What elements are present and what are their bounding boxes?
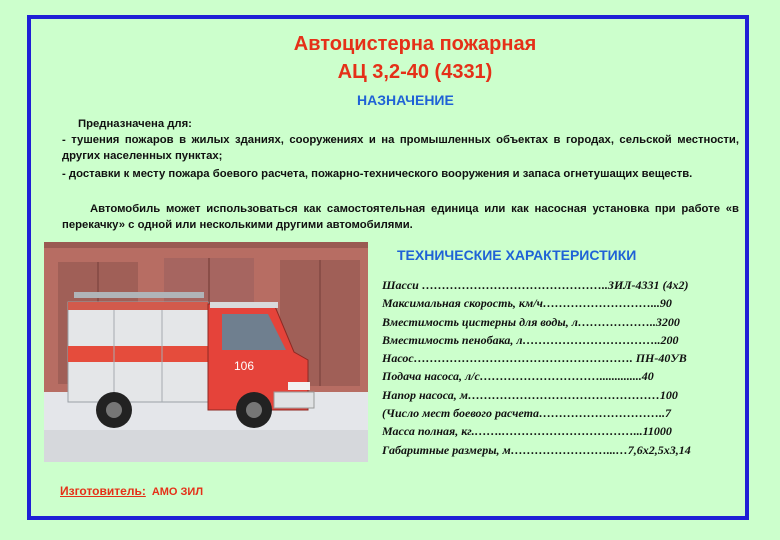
specs-list [382,276,752,459]
spec-line: Подача насоса, л/с…………………………..............40 [382,369,654,384]
title-line-2: АЦ 3,2-40 (4331) [337,61,493,83]
purpose-usage: Автомобиль может использоваться как самостоятельная единица или как насосная установка при работе «в перекачку» с одной или несколькими другими автомобилями. [62,203,739,231]
spec-line: Напор насоса, м…………………………………………100 [382,387,678,402]
spec-line: Шасси ………………………………………..ЗИЛ-4331 (4х2) [382,278,689,292]
spec-line: Максимальная скорость, км/ч………………………...90 [382,296,672,311]
spec-line: Масса полная, кг.…….……………………………...11000 [382,424,672,439]
title-line-1: Автоцистерна пожарная [293,33,537,55]
manufacturer-label: Изготовитель: [60,484,146,498]
manufacturer-value: АМО ЗИЛ [151,486,204,498]
purpose-intro: Предназначена для: [78,118,192,130]
truck-number: 106 [234,359,255,373]
fire-truck-photo [44,242,368,462]
specs-heading: ТЕХНИЧЕСКИЕ ХАРАКТЕРИСТИКИ [397,247,637,263]
purpose-bullet-2: - доставки к месту пожара боевого расчета, пожарно-технического вооружения и запаса огнетушащих веществ. [62,168,693,180]
spec-line: Насос………………………………………………. ПН-40УВ [382,351,687,366]
spec-line: Габаритные размеры, м……………………...…7,6х2,5х3,14 [382,442,691,457]
purpose-bullet-1: - тушения пожаров в жилых зданиях, сооружениях и на промышленных объектах в городах, сельской местности, других населенных пунктах; [62,134,739,162]
spec-line: Вместимость пенобака, л……………………………..200 [382,332,679,347]
spec-line: Вместимость цистерны для воды, л………………..3200 [382,314,680,329]
purpose-heading: НАЗНАЧЕНИЕ [357,92,454,108]
manufacturer [60,484,203,498]
spec-line: (Число мест боевого расчета…………………………..7 [382,406,671,421]
